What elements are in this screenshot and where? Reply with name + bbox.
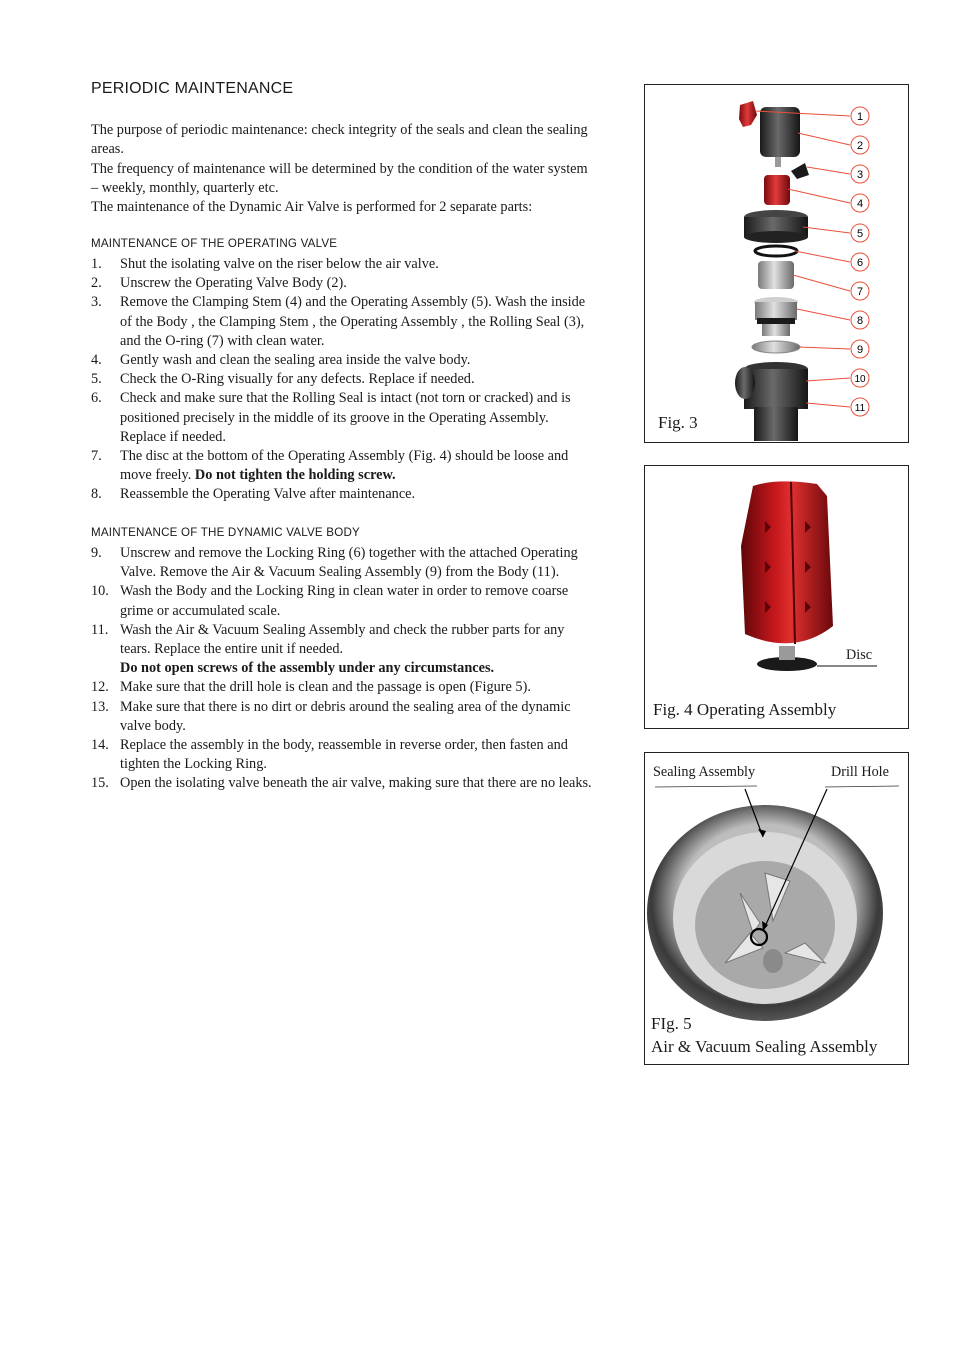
- locking-ring-bottom: [744, 231, 808, 243]
- step-number: 13.: [91, 698, 109, 715]
- step-number: 10.: [91, 583, 109, 600]
- operating-assembly-illustration: [645, 466, 908, 728]
- figure-5-caption-title: FIg. 5: [651, 1014, 692, 1033]
- step-text: Unscrew the Operating Valve Body (2).: [120, 275, 347, 292]
- list-item: [91, 621, 596, 679]
- list-item: [91, 736, 596, 774]
- callout-label: 5: [856, 228, 864, 240]
- step-number: 12.: [91, 679, 109, 696]
- section-heading-valve-body: MAINTENANCE OF THE DYNAMIC VALVE BODY: [91, 526, 360, 539]
- step-text: Unscrew and remove the Locking Ring (6) together with the attached Operating Valve. Remove the Air & Vacuum Sealing Assembly (9) from the Body (11).: [120, 545, 578, 581]
- callout-markers: [851, 107, 869, 416]
- operating-valve-body: [760, 107, 800, 157]
- step-text: Wash the Body and the Locking Ring in clean water in order to remove coarse grime or accumulated scale.: [120, 583, 569, 619]
- step-text: Remove the Clamping Stem (4) and the Operating Assembly (5). Wash the inside of the Body , the Clamping Stem , the Operating Assembly , the Rolling Seal (3), and the O-ring (7) with clean water.: [120, 294, 586, 349]
- step-text: Replace the assembly in the body, reassemble in reverse order, then fasten and tighten the Locking Ring.: [120, 737, 568, 773]
- figure-5-sealing-assembly: [644, 752, 909, 1065]
- callout-label: 3: [856, 169, 864, 181]
- callout-label: 11: [854, 403, 866, 414]
- step-text: Open the isolating valve beneath the air valve, making sure that there are no leaks.: [120, 775, 592, 792]
- list-item: [91, 447, 596, 485]
- figure-4-operating-assembly: [644, 465, 909, 729]
- figure-5-caption-subtitle: Air & Vacuum Sealing Assembly: [651, 1037, 878, 1056]
- step-number: 7.: [91, 448, 102, 465]
- callout-label: 1: [856, 111, 864, 123]
- step-text: Check and make sure that the Rolling Seal is intact (not torn or cracked) and is positioned precisely in the middle of its groove in the Operating Assembly. Replace if needed.: [120, 390, 571, 445]
- disc-label: Disc: [846, 647, 873, 663]
- step-warning: Do not tighten the holding screw.: [194, 467, 396, 484]
- callout-label: 8: [856, 315, 864, 327]
- callout-label: 10: [854, 374, 866, 385]
- holding-screw: [779, 646, 795, 660]
- step-number: 11.: [91, 621, 109, 638]
- list-item: [91, 485, 596, 504]
- valve-body-side-port: [735, 367, 755, 399]
- callout-label: 9: [856, 344, 864, 356]
- leader-line-9: [799, 347, 850, 349]
- list-item: [91, 582, 596, 620]
- list-item: [91, 544, 596, 582]
- valve-stem: [775, 157, 781, 167]
- seal-gasket: [757, 318, 795, 324]
- step-number: 4.: [91, 352, 102, 369]
- drill-hole-label: Drill Hole: [831, 764, 889, 780]
- intro-text: [91, 121, 596, 217]
- callout-label: 2: [856, 140, 864, 152]
- step-text: Gently wash and clean the sealing area inside the valve body.: [120, 352, 471, 369]
- seal-stem: [762, 324, 790, 336]
- leader-line-3: [807, 167, 850, 174]
- sealing-assembly-label-underline: [655, 786, 757, 787]
- o-ring: [755, 246, 797, 256]
- elbow-fitting: [739, 101, 757, 127]
- step-text: The disc at the bottom of the Operating Assembly (Fig. 4) should be loose and move freely.: [120, 448, 569, 484]
- step-text: Make sure that there is no dirt or debris around the sealing area of the dynamic valve body.: [120, 698, 571, 734]
- page-title: PERIODIC MAINTENANCE: [91, 80, 294, 97]
- step-text: Check the O-Ring visually for any defects. Replace if needed.: [120, 371, 475, 388]
- intro-paragraph-frequency: The frequency of maintenance will be determined by the condition of the water system – weekly, monthly, quarterly etc.: [91, 160, 588, 196]
- list-item: [91, 370, 596, 389]
- list-item: [91, 678, 596, 697]
- exploded-valve-illustration: [645, 85, 908, 442]
- list-item: [91, 255, 596, 274]
- leader-line-4: [788, 189, 850, 203]
- step-number: 3.: [91, 294, 102, 311]
- operating-valve-steps: [91, 255, 596, 505]
- step-number: 15.: [91, 775, 109, 792]
- leader-line-6: [795, 251, 850, 262]
- step-number: 8.: [91, 486, 102, 503]
- list-item: [91, 274, 596, 293]
- step-text: Reassemble the Operating Valve after maintenance.: [120, 486, 416, 503]
- valve-body-steps: [91, 544, 596, 794]
- leader-line-2: [798, 133, 850, 145]
- list-item: [91, 698, 596, 736]
- rolling-seal: [791, 163, 809, 179]
- callout-label: 4: [856, 198, 864, 210]
- leader-line-8: [797, 309, 850, 320]
- leader-line-5: [803, 227, 850, 233]
- leader-line-11: [806, 403, 850, 407]
- valve-body-threaded-base: [754, 407, 798, 441]
- sealing-ring: [752, 341, 800, 353]
- drill-hole-label-underline: [825, 786, 899, 787]
- section-heading-operating-valve: MAINTENANCE OF THE OPERATING VALVE: [91, 237, 338, 250]
- red-float-body: [741, 481, 833, 643]
- sealing-assembly-label: Sealing Assembly: [653, 764, 756, 780]
- step-text: Make sure that the drill hole is clean and the passage is open (Figure 5).: [120, 679, 531, 696]
- figure-3-exploded-view: [644, 84, 909, 443]
- step-number: 6.: [91, 390, 102, 407]
- list-item: [91, 293, 596, 351]
- step-number: 5.: [91, 371, 102, 388]
- list-item: [91, 389, 596, 447]
- clamping-stem: [764, 175, 790, 205]
- list-item: [91, 774, 596, 793]
- step-number: 1.: [91, 256, 102, 272]
- intro-paragraph-parts: The maintenance of the Dynamic Air Valve is performed for 2 separate parts:: [91, 199, 533, 216]
- callout-label: 6: [856, 257, 864, 269]
- grey-adapter: [758, 261, 794, 289]
- step-warning: Do not open screws of the assembly under any circumstances.: [120, 660, 495, 677]
- figure-4-caption: Fig. 4 Operating Assembly: [653, 700, 837, 719]
- intro-paragraph-purpose: The purpose of periodic maintenance: check integrity of the seals and clean the sealing areas.: [91, 122, 588, 158]
- center-hub: [763, 949, 783, 973]
- step-number: 14.: [91, 737, 109, 754]
- step-text: Shut the isolating valve on the riser below the air valve.: [120, 256, 439, 272]
- step-number: 2.: [91, 275, 102, 292]
- leader-line-10: [806, 378, 850, 381]
- step-number: 9.: [91, 545, 102, 561]
- callout-label: 7: [856, 286, 864, 298]
- list-item: [91, 351, 596, 370]
- leader-line-7: [793, 275, 850, 291]
- step-text: Wash the Air & Vacuum Sealing Assembly and check the rubber parts for any tears. Replace the entire unit if needed.: [120, 621, 565, 658]
- seal-cage: [755, 302, 797, 320]
- figure-3-caption: Fig. 3: [658, 413, 698, 432]
